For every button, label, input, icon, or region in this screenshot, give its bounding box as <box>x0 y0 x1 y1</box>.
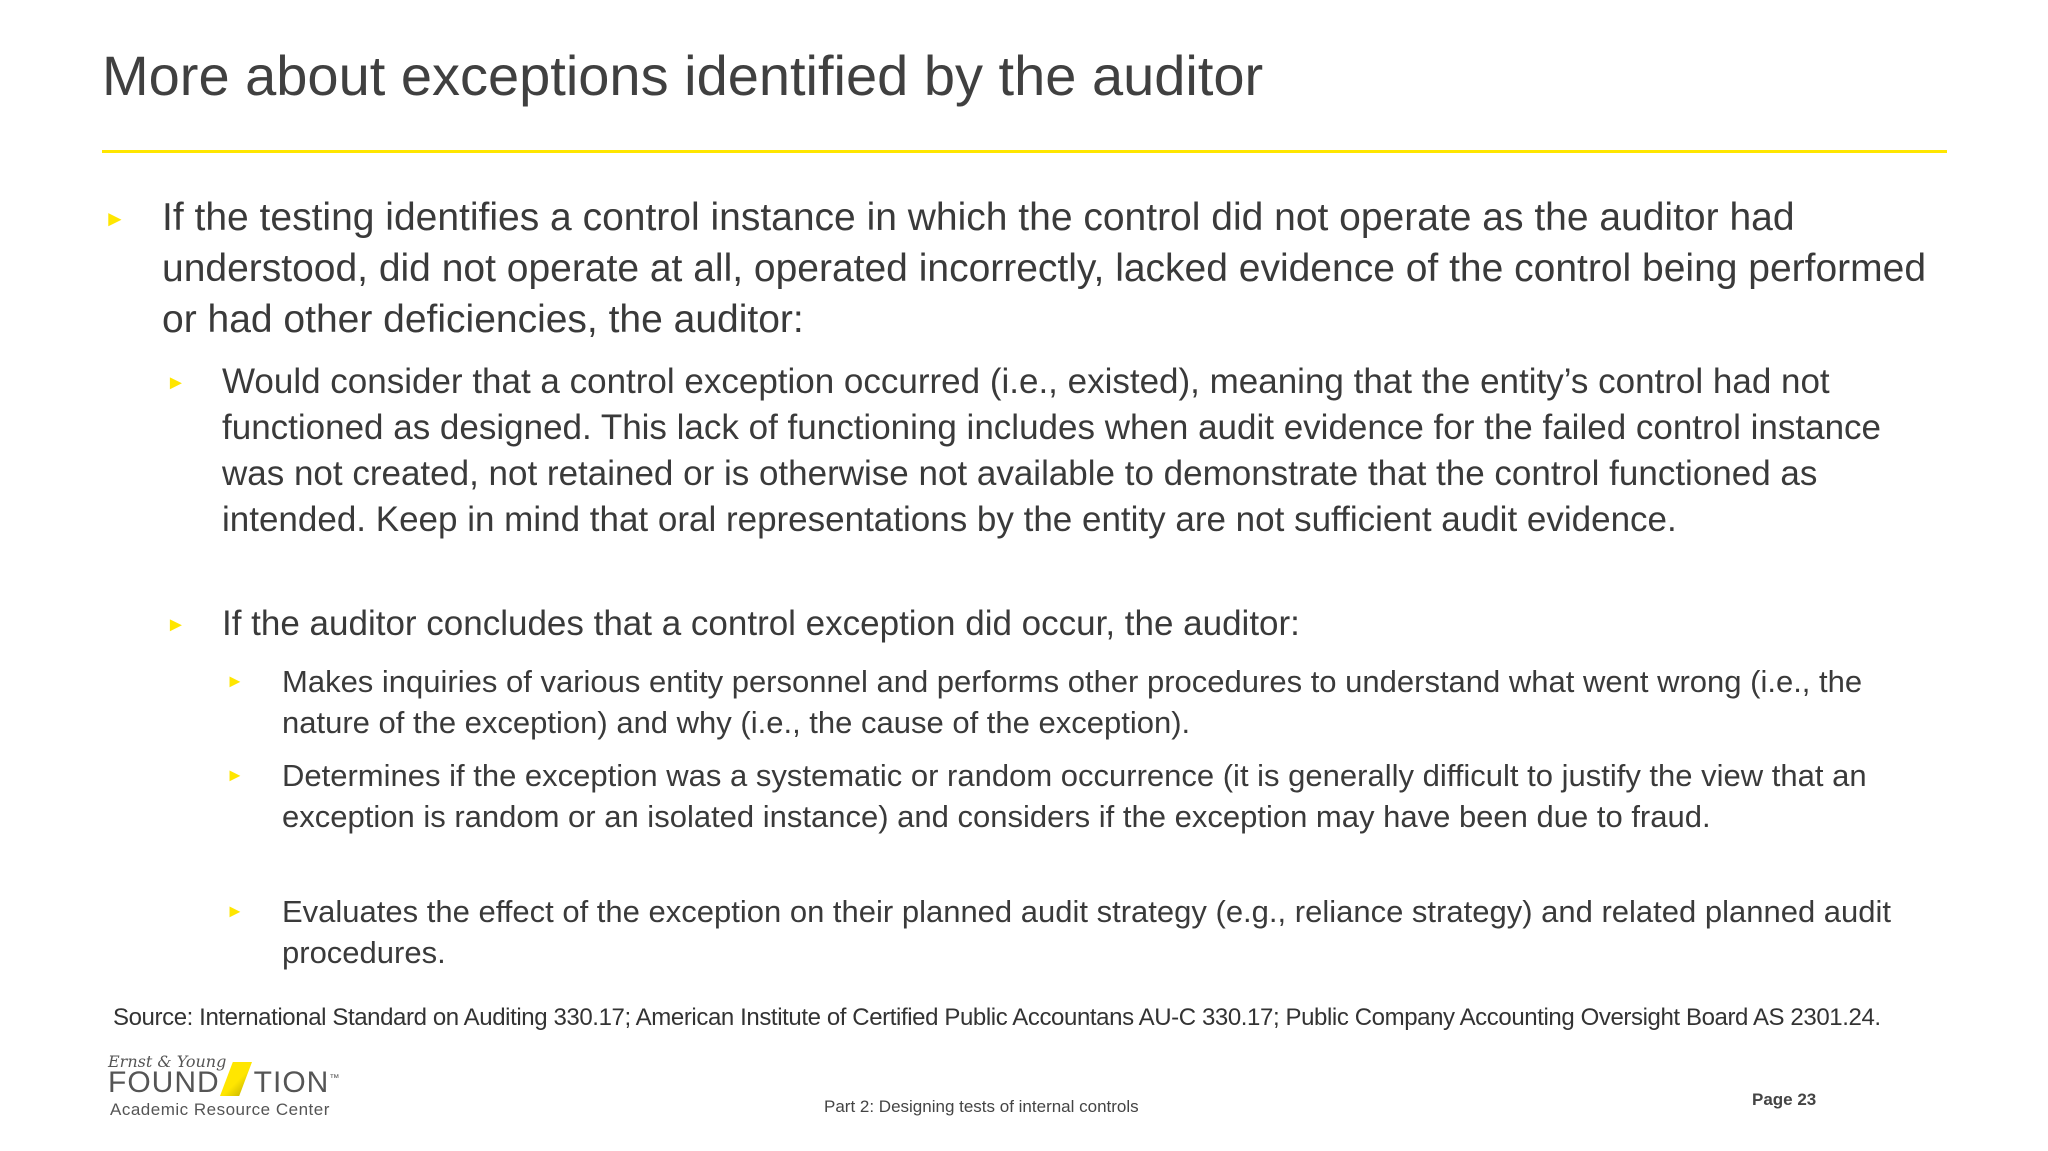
logo-main-right: TION <box>253 1066 330 1099</box>
footer-section-title: Part 2: Designing tests of internal controls <box>824 1097 1139 1116</box>
bullet-text: Makes inquiries of various entity personnel and performs other procedures to understand what went wrong (i.e., the nature of the exception) and why (i.e., the cause of the exception). <box>282 664 1863 740</box>
bullet-arrow-icon: ► <box>226 901 244 921</box>
logo-main-left: FOUND <box>108 1066 220 1099</box>
logo-tm: ™ <box>329 1073 341 1084</box>
page-number: Page 23 <box>1752 1090 1817 1109</box>
title-divider <box>102 150 1947 153</box>
bullet-arrow-icon: ► <box>226 765 244 785</box>
bullet-text: Would consider that a control exception occurred (i.e., existed), meaning that the entity’s control had not functioned as designed. This lack of functioning includes when audit evidence for the failed control instance was not created, not retained or is otherwise not available to demonstrate that the control functioned as intended. Keep in mind that oral representations by the entity are not sufficient audit evidence. <box>222 362 1882 539</box>
ey-foundation-logo <box>106 1052 346 1120</box>
bullet-arrow-icon: ► <box>166 614 186 636</box>
bullet-text: If the testing identifies a control instance in which the control did not operate as the auditor had understood, did not operate at all, operated incorrectly, lacked evidence of the control being performed or had other deficiencies, the auditor: <box>162 196 1927 341</box>
slide-title: More about exceptions identified by the auditor <box>102 44 1264 107</box>
bullet-arrow-icon: ► <box>104 206 126 231</box>
source-note: Source: International Standard on Auditing 330.17; American Institute of Certified Public Accountans AU-C 330.17; Public Company Accounting Oversight Board AS 2301.24. <box>113 1004 1881 1031</box>
logo-bottom-text: Academic Resource Center <box>110 1100 330 1119</box>
bullet-text: Evaluates the effect of the exception on their planned audit strategy (e.g., reliance strategy) and related planned audit procedures. <box>282 894 1892 970</box>
logo-top-text: Ernst & Young <box>108 1052 227 1071</box>
bullet-text: If the auditor concludes that a control exception did occur, the auditor: <box>222 604 1300 643</box>
bullet-arrow-icon: ► <box>166 372 186 394</box>
bullet-arrow-icon: ► <box>226 671 244 691</box>
bullet-text: Determines if the exception was a systematic or random occurrence (it is generally difficult to justify the view that an exception is random or an isolated instance) and considers if the exception may have been due to fraud. <box>282 758 1867 834</box>
